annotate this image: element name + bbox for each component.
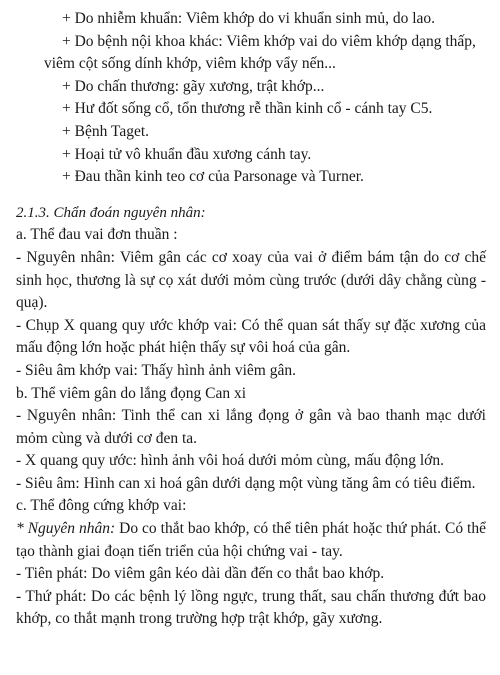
subsection-a-title: a. Thể đau vai đơn thuần : — [16, 226, 178, 244]
subsection-c-cause — [16, 518, 486, 563]
subsection-a-item: - Siêu âm khớp vai: Thấy hình ảnh viêm gân. — [16, 361, 296, 379]
subsection-c-item: - Tiên phát: Do viêm gân kéo dài dần đến co thắt bao khớp. — [16, 565, 385, 583]
bullet-necrosis: + Hoại tử vô khuẩn đầu xương cánh tay. — [62, 145, 312, 163]
bullet-trauma: + Do chấn thương: gãy xương, trật khớp... — [62, 77, 325, 95]
subsection-b-item: - Siêu âm: Hình can xi hoá gân dưới dạng một vùng tăng âm có tiêu điểm. — [16, 474, 476, 492]
subsection-c-title: c. Thể đông cứng khớp vai: — [16, 497, 187, 515]
cause-bullet-list — [44, 8, 486, 189]
section-diagnosis — [16, 202, 486, 631]
subsection-b-item: - X quang quy ước: hình ảnh vôi hoá dưới mỏm cùng, mấu động lớn. — [16, 452, 444, 470]
bullet-internal-disease: + Do bệnh nội khoa khác: Viêm khớp vai do viêm khớp dạng thấp, viêm cột sống dính khớp, viêm khớp vẩy nến... — [44, 32, 476, 73]
bullet-neuralgia: + Đau thần kinh teo cơ của Parsonage và Turner. — [62, 168, 364, 186]
bullet-infection: + Do nhiễm khuẩn: Viêm khớp do vi khuẩn sinh mủ, do lao. — [62, 10, 436, 27]
bullet-cervical: + Hư đốt sống cổ, tổn thương rễ thần kinh cổ - cánh tay C5. — [62, 100, 433, 118]
subsection-b-title: b. Thể viêm gân do lắng đọng Can xi — [16, 384, 247, 402]
bullet-taget: + Bệnh Taget. — [62, 122, 150, 140]
cause-lead-label: * Nguyên nhân: — [16, 520, 116, 538]
subsection-a-item: - Chụp X quang quy ước khớp vai: Có thể quan sát thấy sự đặc xương của mấu động lớn hoặc phát hiện thấy sự vôi hoá của gân. — [16, 316, 486, 357]
subsection-c-item: - Thứ phát: Do các bệnh lý lồng ngực, trung thất, sau chấn thương đứt bao khớp, co thắt mạnh trong trường hợp trật khớp, gãy xương. — [16, 587, 486, 628]
subsection-b-item: - Nguyên nhân: Tinh thể can xi lắng đọng ở gân và bao thanh mạc dưới mỏm cùng và dưới cơ đen ta. — [16, 407, 486, 447]
subsection-a-item: - Nguyên nhân: Viêm gân các cơ xoay của vai ở điểm bám tận do cơ chế sinh học, thương là sự cọ xát dưới mỏm cùng trước (dưới dây chằng cùng - quạ). — [16, 248, 486, 312]
cause-lead-text: Do co thắt bao khớp, có thể tiên phát hoặc thứ phát. Có thể tạo thành giai đoạn tiến triển của hội chứng vai - tay. — [16, 520, 486, 560]
section-heading: 2.1.3. Chẩn đoán nguyên nhân: — [16, 204, 206, 221]
